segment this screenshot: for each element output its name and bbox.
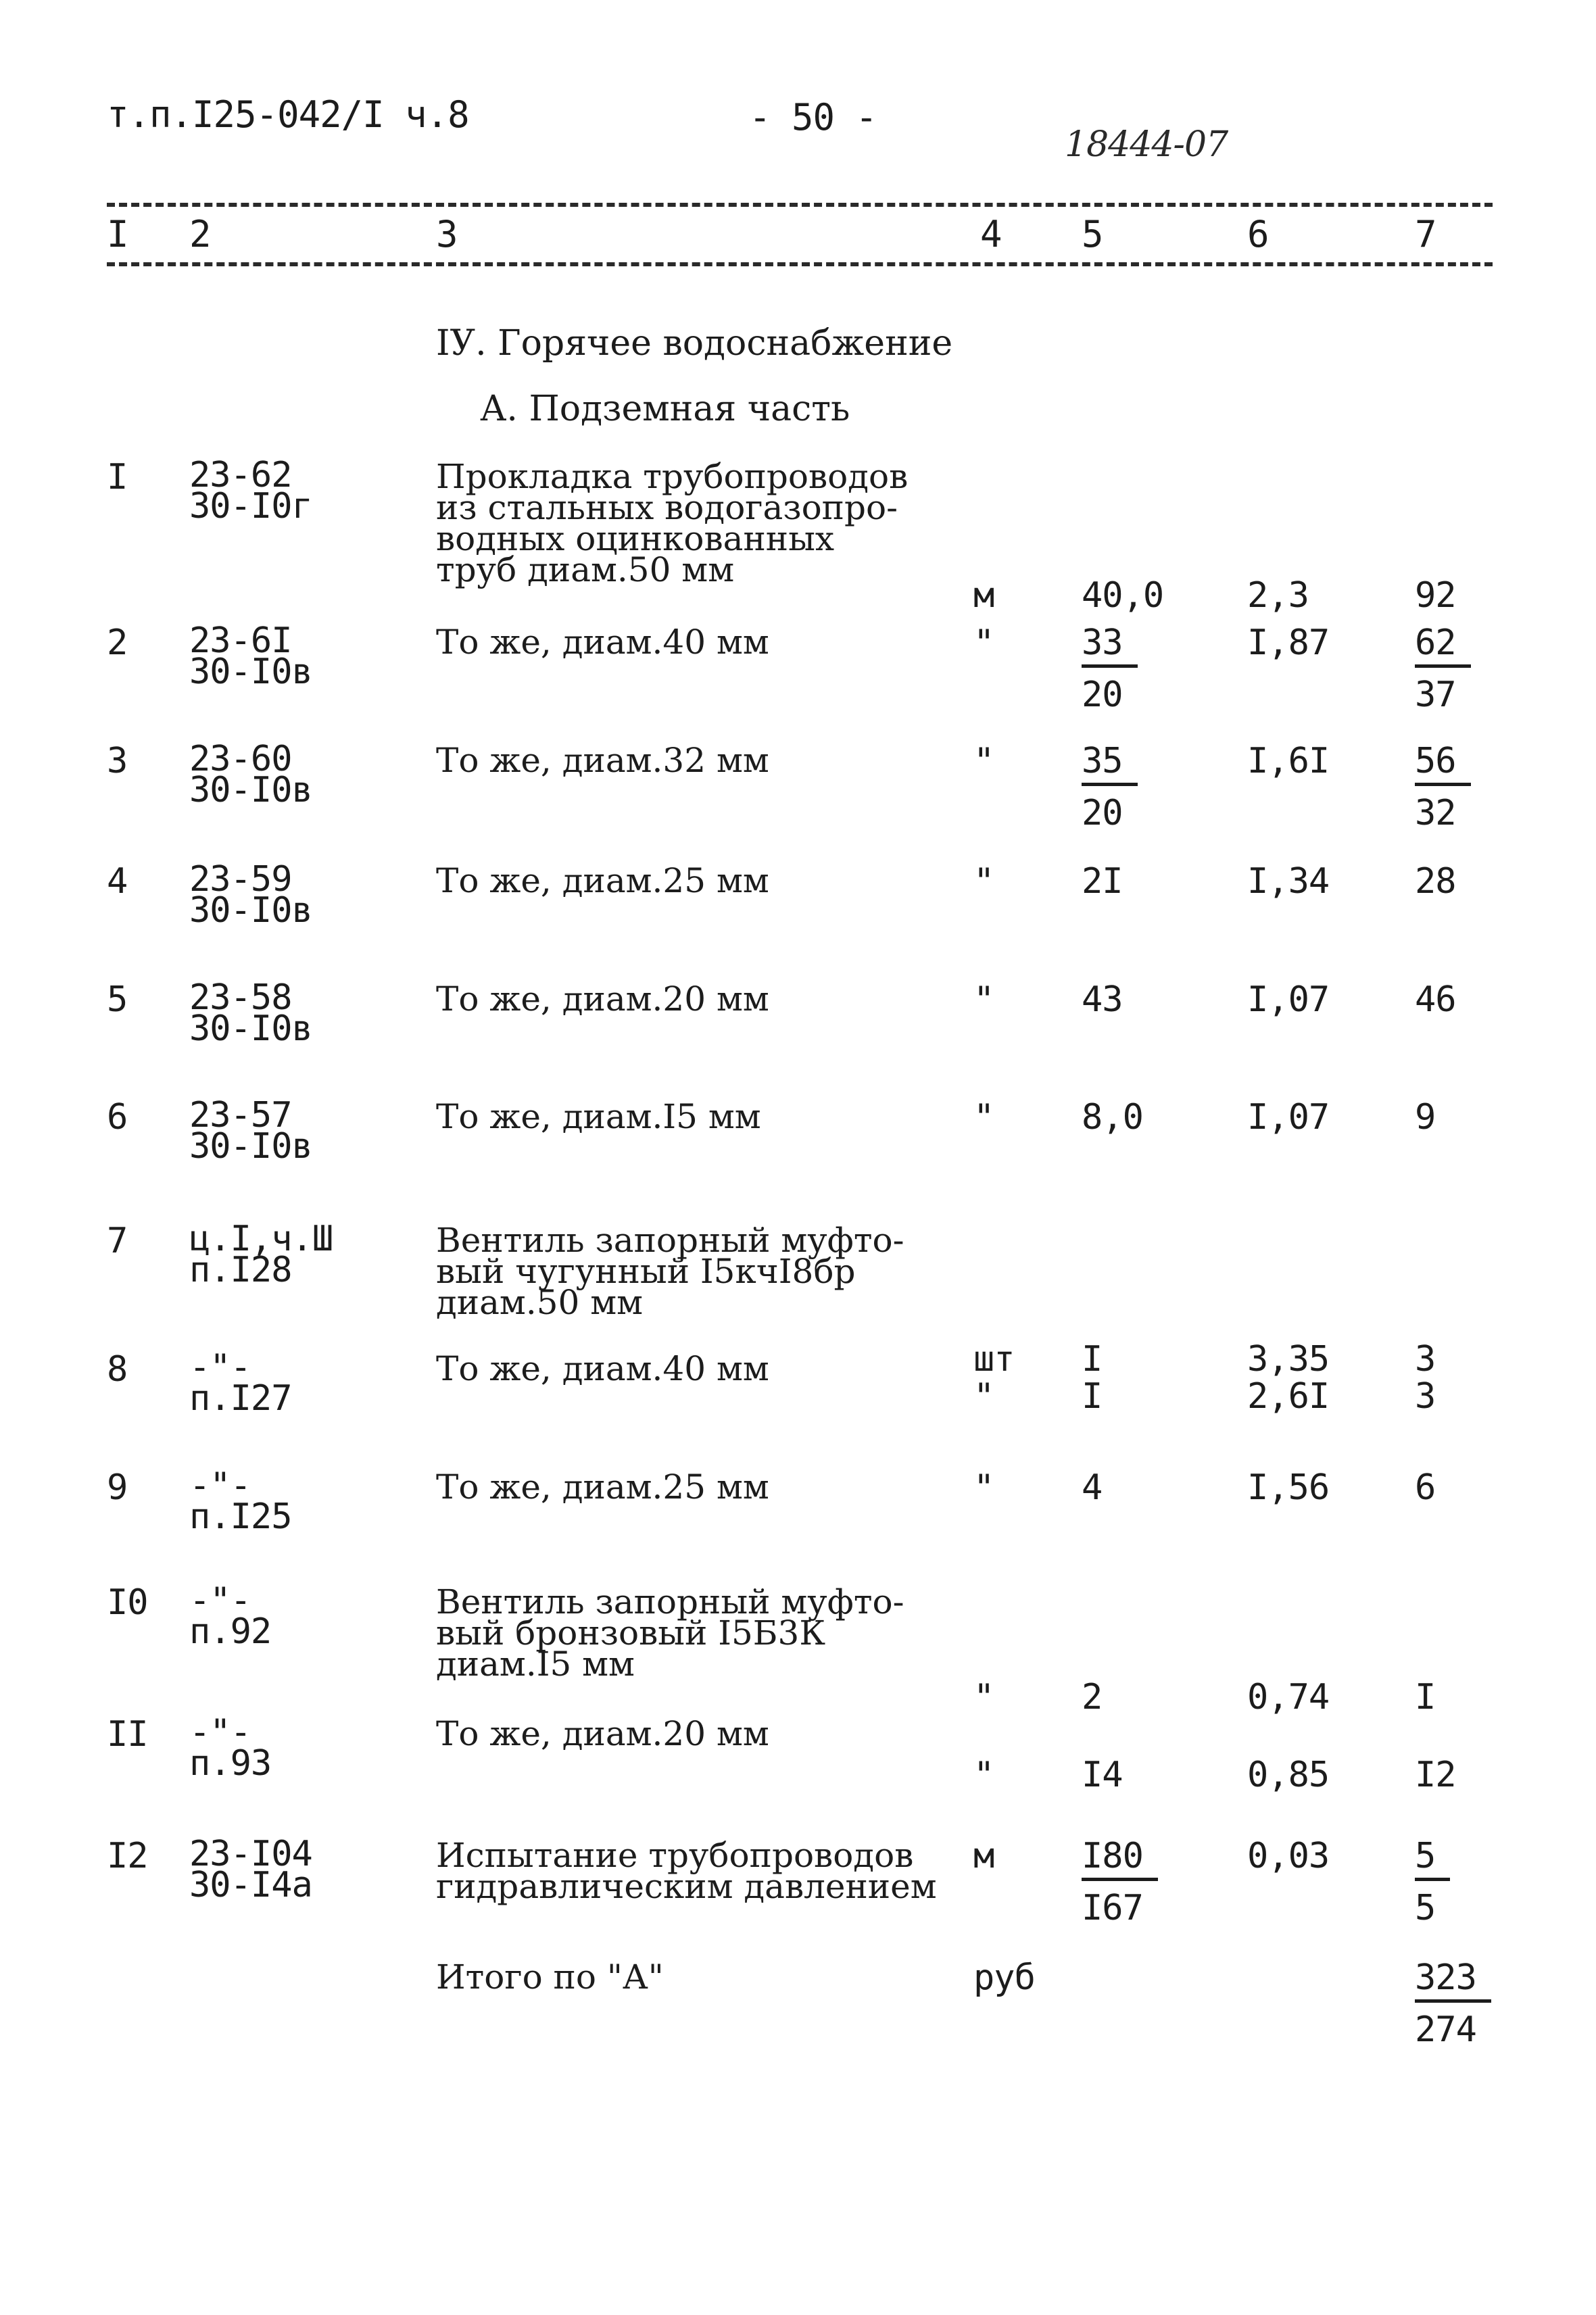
cell-line: -"-	[189, 1712, 251, 1753]
norm-code	[189, 739, 312, 810]
grand-total	[1415, 1957, 1491, 2050]
norm-code	[189, 1347, 292, 1419]
header-rule-bottom	[107, 262, 1493, 266]
cell-line: То же, диам.40 мм	[436, 1349, 769, 1388]
row-number: I	[107, 457, 128, 497]
cell-line: 23-62	[189, 455, 292, 495]
cell-line: из стальных водогазопро-	[436, 488, 898, 527]
work-description	[436, 1714, 769, 1753]
quantity: I	[1082, 1376, 1103, 1417]
cell-line: То же, диам.25 мм	[436, 861, 769, 900]
cell-line: То же, диам.25 мм	[436, 1467, 769, 1507]
total-cost: 3	[1415, 1339, 1436, 1380]
unit-price: I,34	[1247, 861, 1330, 902]
fraction-numerator: I80	[1082, 1838, 1158, 1881]
cell-line: вый бронзовый I5Б3К	[436, 1613, 826, 1653]
cell-line: 30-I0в	[189, 1008, 312, 1049]
cell-line: 30-I0г	[189, 486, 312, 527]
row-number: I2	[107, 1836, 148, 1876]
unit-of-measure: шт	[973, 1339, 1015, 1380]
total-cost: 3	[1415, 1376, 1436, 1417]
unit-of-measure: "	[973, 979, 994, 1020]
work-description	[436, 741, 769, 780]
unit-of-measure: м	[973, 575, 994, 616]
quantity	[1082, 1838, 1158, 1926]
cell-line: Прокладка трубопроводов	[436, 457, 909, 496]
cell-line: То же, диам.20 мм	[436, 979, 769, 1019]
norm-code	[189, 977, 312, 1049]
cell-line: п.93	[189, 1743, 272, 1784]
total-cost: 9	[1415, 1097, 1436, 1138]
unit-price: I,07	[1247, 979, 1330, 1020]
fraction-denominator: 274	[1415, 2009, 1476, 2050]
row-number: I0	[107, 1582, 148, 1623]
row-number: 6	[107, 1097, 128, 1138]
work-description	[436, 1349, 769, 1388]
cell-line: 30-I0в	[189, 1126, 312, 1167]
cell-line: -"-	[189, 1347, 251, 1388]
fraction-denominator: 20	[1082, 793, 1123, 833]
cell-line: Вентиль запорный муфто-	[436, 1221, 904, 1260]
column-number-5: 5	[1082, 213, 1104, 255]
norm-code	[189, 1834, 312, 1905]
unit-of-measure: "	[973, 741, 994, 781]
cell-line: п.I25	[189, 1496, 292, 1537]
quantity: 4	[1082, 1467, 1103, 1508]
row-number: 7	[107, 1221, 128, 1261]
cell-line: То же, диам.I5 мм	[436, 1097, 761, 1136]
unit-price: 0,74	[1247, 1677, 1330, 1717]
norm-code	[189, 859, 312, 931]
fraction-denominator: 37	[1415, 675, 1456, 715]
cell-line: гидравлическим давлением	[436, 1867, 937, 1906]
total-cost: 92	[1415, 575, 1456, 616]
norm-code	[189, 1095, 312, 1167]
quantity: 8,0	[1082, 1097, 1143, 1138]
cell-line: 23-59	[189, 859, 292, 900]
row-number: 8	[107, 1349, 128, 1390]
document-code: т.п.I25-042/I ч.8	[107, 93, 469, 136]
unit-price: 2,6I	[1247, 1376, 1330, 1417]
total-label: Итого по "А"	[436, 1957, 664, 1997]
row-number: 2	[107, 623, 128, 663]
total-unit: руб	[973, 1957, 1035, 1998]
cell-line: 23-58	[189, 977, 292, 1018]
cell-line: 23-I04	[189, 1834, 312, 1874]
cell-line: 23-57	[189, 1095, 292, 1136]
unit-of-measure: "	[973, 861, 994, 902]
quantity: 2I	[1082, 861, 1123, 902]
header-rule-top	[107, 203, 1493, 207]
quantity: 43	[1082, 979, 1123, 1020]
cell-line: -"-	[189, 1580, 251, 1621]
cell-line: 30-I0в	[189, 652, 312, 692]
fraction-numerator: 35	[1082, 744, 1138, 786]
work-description	[436, 861, 769, 900]
cell-line: Испытание трубопроводов	[436, 1836, 914, 1875]
cell-line: 30-I4а	[189, 1865, 312, 1905]
fraction-denominator: 20	[1082, 675, 1123, 715]
cell-line: п.I28	[189, 1250, 292, 1290]
cell-line: вый чугунный I5кчI8бр	[436, 1252, 856, 1291]
work-description	[436, 1467, 769, 1507]
quantity: 2	[1082, 1677, 1103, 1717]
norm-code	[189, 1219, 333, 1290]
cell-line: 30-I0в	[189, 770, 312, 810]
cell-line: п.92	[189, 1611, 272, 1652]
column-number-6: 6	[1247, 213, 1269, 255]
total-cost: 28	[1415, 861, 1456, 902]
cell-line: То же, диам.32 мм	[436, 741, 769, 780]
page-number: - 50 -	[749, 96, 877, 139]
cell-line: 30-I0в	[189, 890, 312, 931]
cell-line: ц.I,ч.Ш	[189, 1219, 333, 1259]
norm-code	[189, 455, 312, 527]
unit-of-measure: "	[973, 1755, 994, 1795]
unit-price: I,87	[1247, 623, 1330, 663]
cell-line: Вентиль запорный муфто-	[436, 1582, 904, 1622]
fraction-numerator: 56	[1415, 744, 1471, 786]
cell-line: То же, диам.40 мм	[436, 623, 769, 662]
subsection-title: А. Подземная часть	[480, 389, 850, 429]
work-description	[436, 979, 769, 1019]
unit-of-measure: м	[973, 1836, 994, 1876]
cell-line: диам.50 мм	[436, 1283, 644, 1322]
work-description	[436, 1221, 904, 1322]
fraction-denominator: 32	[1415, 793, 1456, 833]
fraction-numerator: 33	[1082, 625, 1138, 668]
work-description	[436, 1582, 904, 1684]
quantity: I	[1082, 1339, 1103, 1380]
fraction-numerator: 5	[1415, 1838, 1450, 1881]
column-number-7: 7	[1415, 213, 1437, 255]
fraction-numerator: 323	[1415, 1960, 1491, 2003]
total-cost: I2	[1415, 1755, 1456, 1795]
total-cost	[1415, 1838, 1450, 1926]
norm-code	[189, 1580, 272, 1652]
row-number: II	[107, 1714, 148, 1755]
column-number-1: I	[107, 213, 129, 255]
cell-line: 23-6I	[189, 620, 292, 661]
cell-line: диам.I5 мм	[436, 1644, 635, 1684]
cell-line: -"-	[189, 1465, 251, 1506]
unit-price: 2,3	[1247, 575, 1309, 616]
work-description	[436, 1097, 761, 1136]
column-number-3: 3	[436, 213, 458, 255]
total-cost: 6	[1415, 1467, 1436, 1508]
quantity	[1082, 741, 1138, 833]
quantity: I4	[1082, 1755, 1123, 1795]
cell-line: То же, диам.20 мм	[436, 1714, 769, 1753]
row-number: 5	[107, 979, 128, 1020]
cell-line: водных оцинкованных	[436, 519, 835, 558]
quantity	[1082, 623, 1138, 715]
norm-code	[189, 1465, 292, 1537]
fraction-denominator: 5	[1415, 1888, 1436, 1928]
column-number-4: 4	[980, 213, 1002, 255]
unit-price: 0,03	[1247, 1836, 1330, 1876]
row-number: 3	[107, 741, 128, 781]
row-number: 9	[107, 1467, 128, 1508]
unit-price: I,6I	[1247, 741, 1330, 781]
cell-line: 23-60	[189, 739, 292, 779]
total-cost	[1415, 623, 1471, 715]
unit-of-measure: "	[973, 1467, 994, 1508]
fraction-denominator: I67	[1082, 1888, 1143, 1928]
norm-code	[189, 1712, 272, 1784]
unit-of-measure: "	[973, 1677, 994, 1717]
column-number-2: 2	[189, 213, 212, 255]
total-cost	[1415, 741, 1471, 833]
unit-price: I,07	[1247, 1097, 1330, 1138]
unit-of-measure: "	[973, 1097, 994, 1138]
norm-code	[189, 620, 312, 692]
unit-of-measure: "	[973, 1376, 994, 1417]
row-number: 4	[107, 861, 128, 902]
unit-price: I,56	[1247, 1467, 1330, 1508]
unit-of-measure: "	[973, 623, 994, 663]
cell-line: труб диам.50 мм	[436, 550, 735, 589]
total-cost: 46	[1415, 979, 1456, 1020]
section-title: IУ. Горячее водоснабжение	[436, 323, 953, 364]
work-description	[436, 623, 769, 662]
total-cost: I	[1415, 1677, 1436, 1717]
cell-line: п.I27	[189, 1378, 292, 1419]
handwritten-stamp-number: 18444-07	[1065, 124, 1228, 165]
unit-price: 0,85	[1247, 1755, 1330, 1795]
work-description	[436, 457, 909, 589]
work-description	[436, 1836, 937, 1906]
fraction-numerator: 62	[1415, 625, 1471, 668]
unit-price: 3,35	[1247, 1339, 1330, 1380]
quantity: 40,0	[1082, 575, 1164, 616]
